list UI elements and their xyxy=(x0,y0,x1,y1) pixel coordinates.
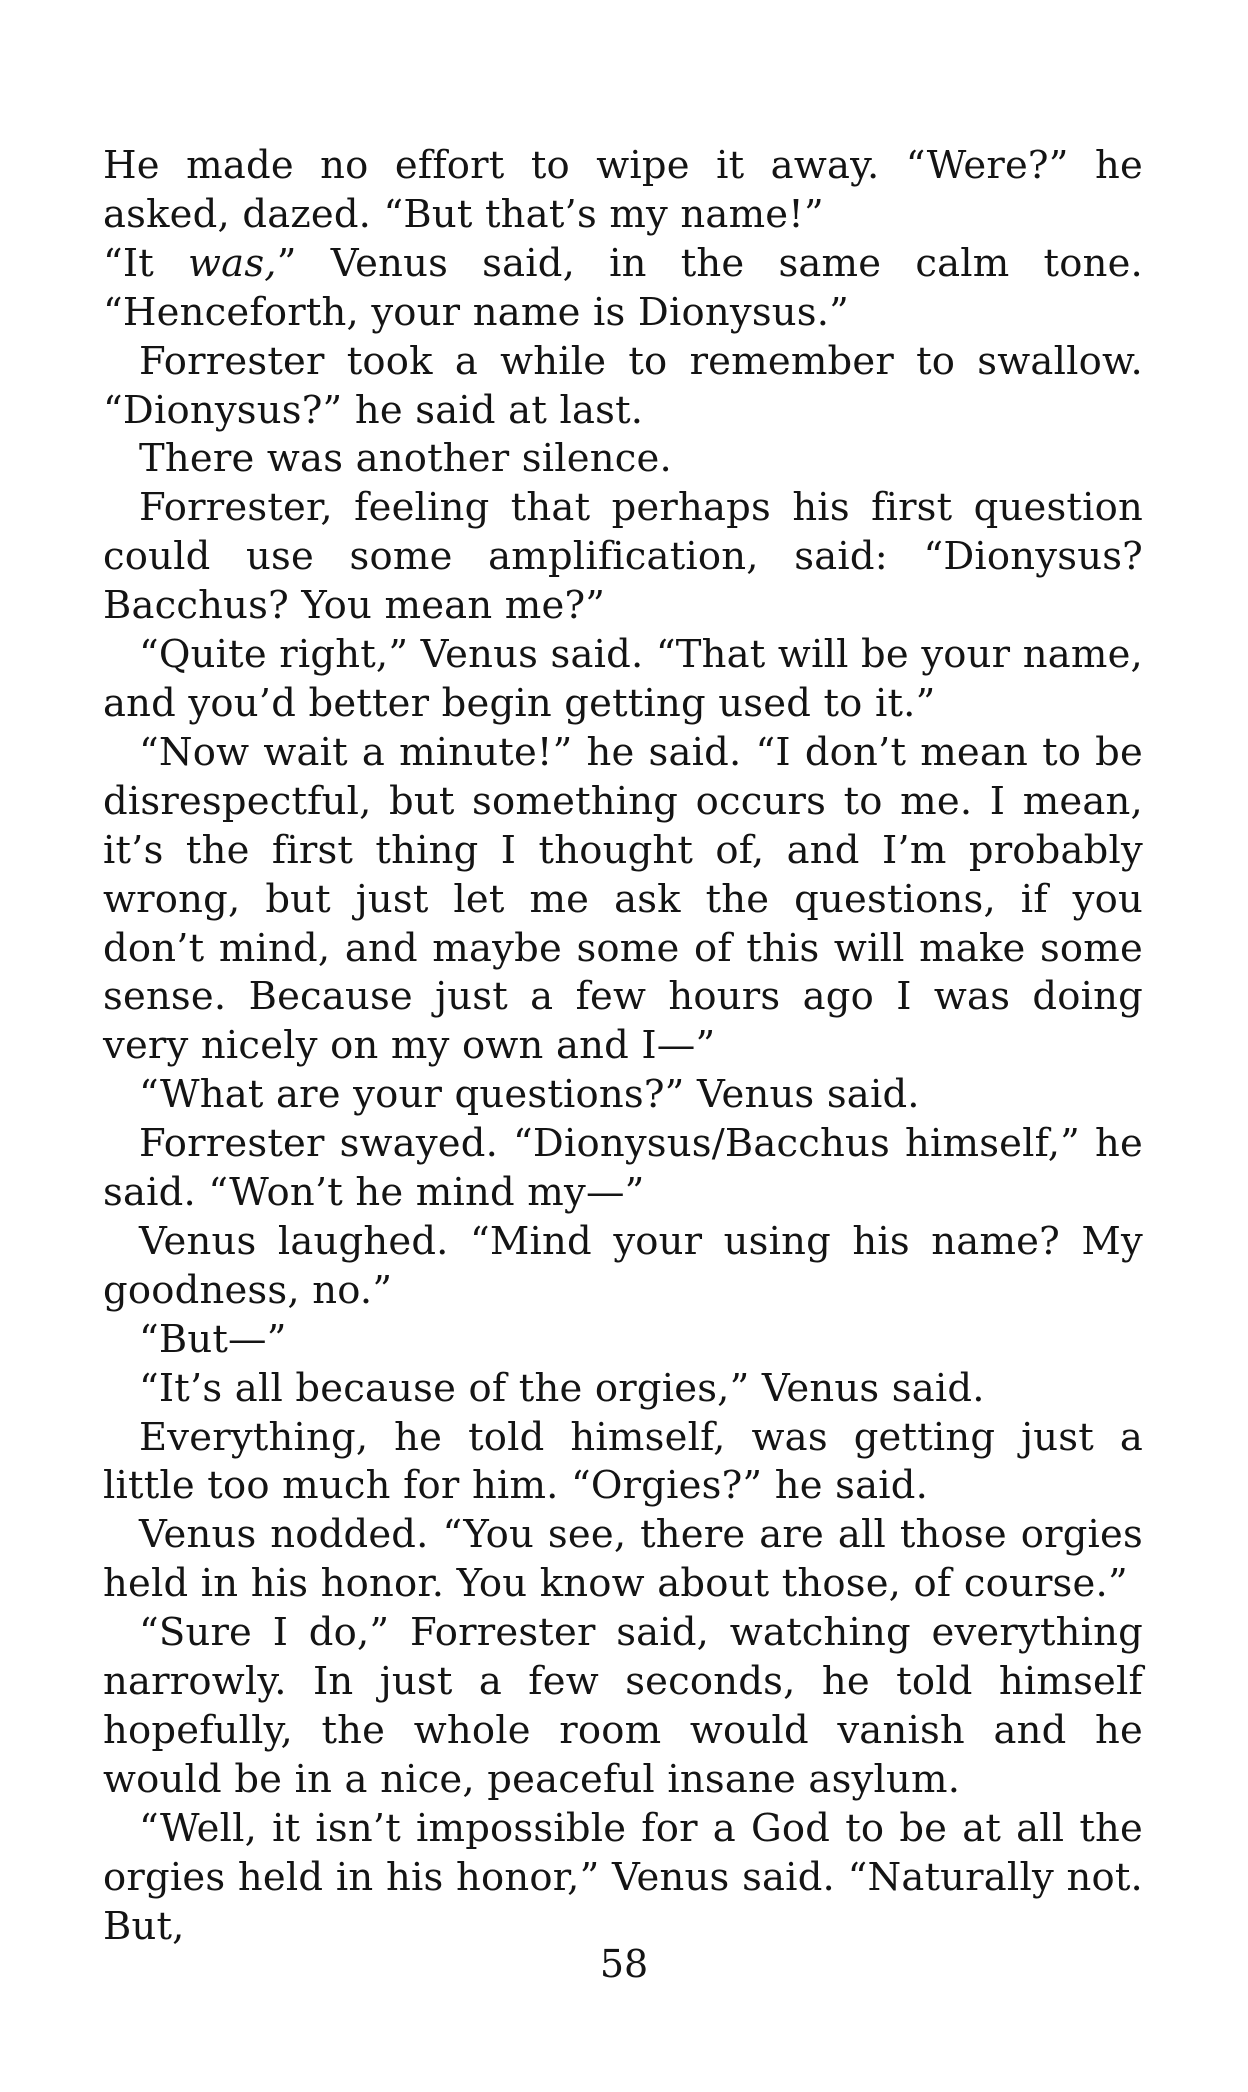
emphasized-word: was, xyxy=(188,240,277,286)
paragraph-text: “What are your questions?” Venus said. xyxy=(139,1072,920,1118)
paragraph-text: Forrester swayed. “Dionysus/Bacchus himself,” he said. “Won’t he mind my—” xyxy=(103,1121,1143,1216)
paragraph-text: Venus laughed. “Mind your using his name? My goodness, no.” xyxy=(103,1218,1143,1313)
paragraph xyxy=(103,1414,1143,1512)
paragraph xyxy=(103,1071,1143,1120)
paragraph xyxy=(103,1218,1143,1316)
paragraph xyxy=(103,484,1143,631)
paragraph xyxy=(103,1511,1143,1609)
paragraph-text: “It’s all because of the orgies,” Venus said. xyxy=(139,1365,985,1411)
paragraph xyxy=(103,1316,1143,1365)
paragraph-text: “Now wait a minute!” he said. “I don’t mean to be disrespectful, but something occurs to me. I mean, it’s the first thing I thought of, and I’m probably wrong, but just let me ask the questions, if you don’t mind, and maybe some of this will make some sense. Because just a few hours ago I was doing very nicely on my own and I—” xyxy=(103,729,1143,1069)
paragraph-text: He made no effort to wipe it away. “Were?” he asked, dazed. “But that’s my name!” xyxy=(103,143,1143,237)
paragraph xyxy=(103,631,1143,729)
paragraph-text: “Quite right,” Venus said. “That will be your name, and you’d better begin getting used to it.” xyxy=(103,632,1143,726)
paragraph xyxy=(103,435,1143,484)
paragraph-text: “Sure I do,” Forrester said, watching everything narrowly. In just a few seconds, he told himself hopefully, the whole room would vanish and he would be in a nice, peaceful insane asylum. xyxy=(103,1610,1143,1802)
paragraph-text: “Well, it isn’t impossible for a God to be at all the orgies held in his honor,” Venus said. “Naturally not. But, xyxy=(103,1805,1143,1949)
paragraph-text: Forrester, feeling that perhaps his first question could use some amplification, said: “Dionysus? Bacchus? You mean me?” xyxy=(103,485,1143,629)
paragraph-text-continued: ” Venus said, in the same calm tone. “Henceforth, your name is Dionysus.” xyxy=(103,240,1143,335)
paragraph xyxy=(103,1365,1143,1414)
paragraph-text: There was another silence. xyxy=(139,436,672,482)
paragraph-text: Venus nodded. “You see, there are all those orgies held in his honor. You know about those, of course.” xyxy=(103,1512,1143,1607)
paragraph xyxy=(103,1805,1143,1952)
page-number: 58 xyxy=(599,1942,649,1986)
paragraph xyxy=(103,1120,1143,1218)
body-text xyxy=(103,142,1143,1952)
paragraph xyxy=(103,142,1143,240)
paragraph xyxy=(103,1609,1143,1805)
paragraph-text: “But—” xyxy=(139,1316,287,1362)
paragraph-text: Everything, he told himself, was getting just a little too much for him. “Orgies?” he said. xyxy=(103,1414,1143,1509)
paragraph-text: Forrester took a while to remember to swallow. “Dionysus?” he said at last. xyxy=(103,338,1143,433)
paragraph xyxy=(103,338,1143,436)
paragraph xyxy=(103,240,1143,338)
paragraph xyxy=(103,729,1143,1071)
paragraph-text: “It xyxy=(103,240,189,286)
